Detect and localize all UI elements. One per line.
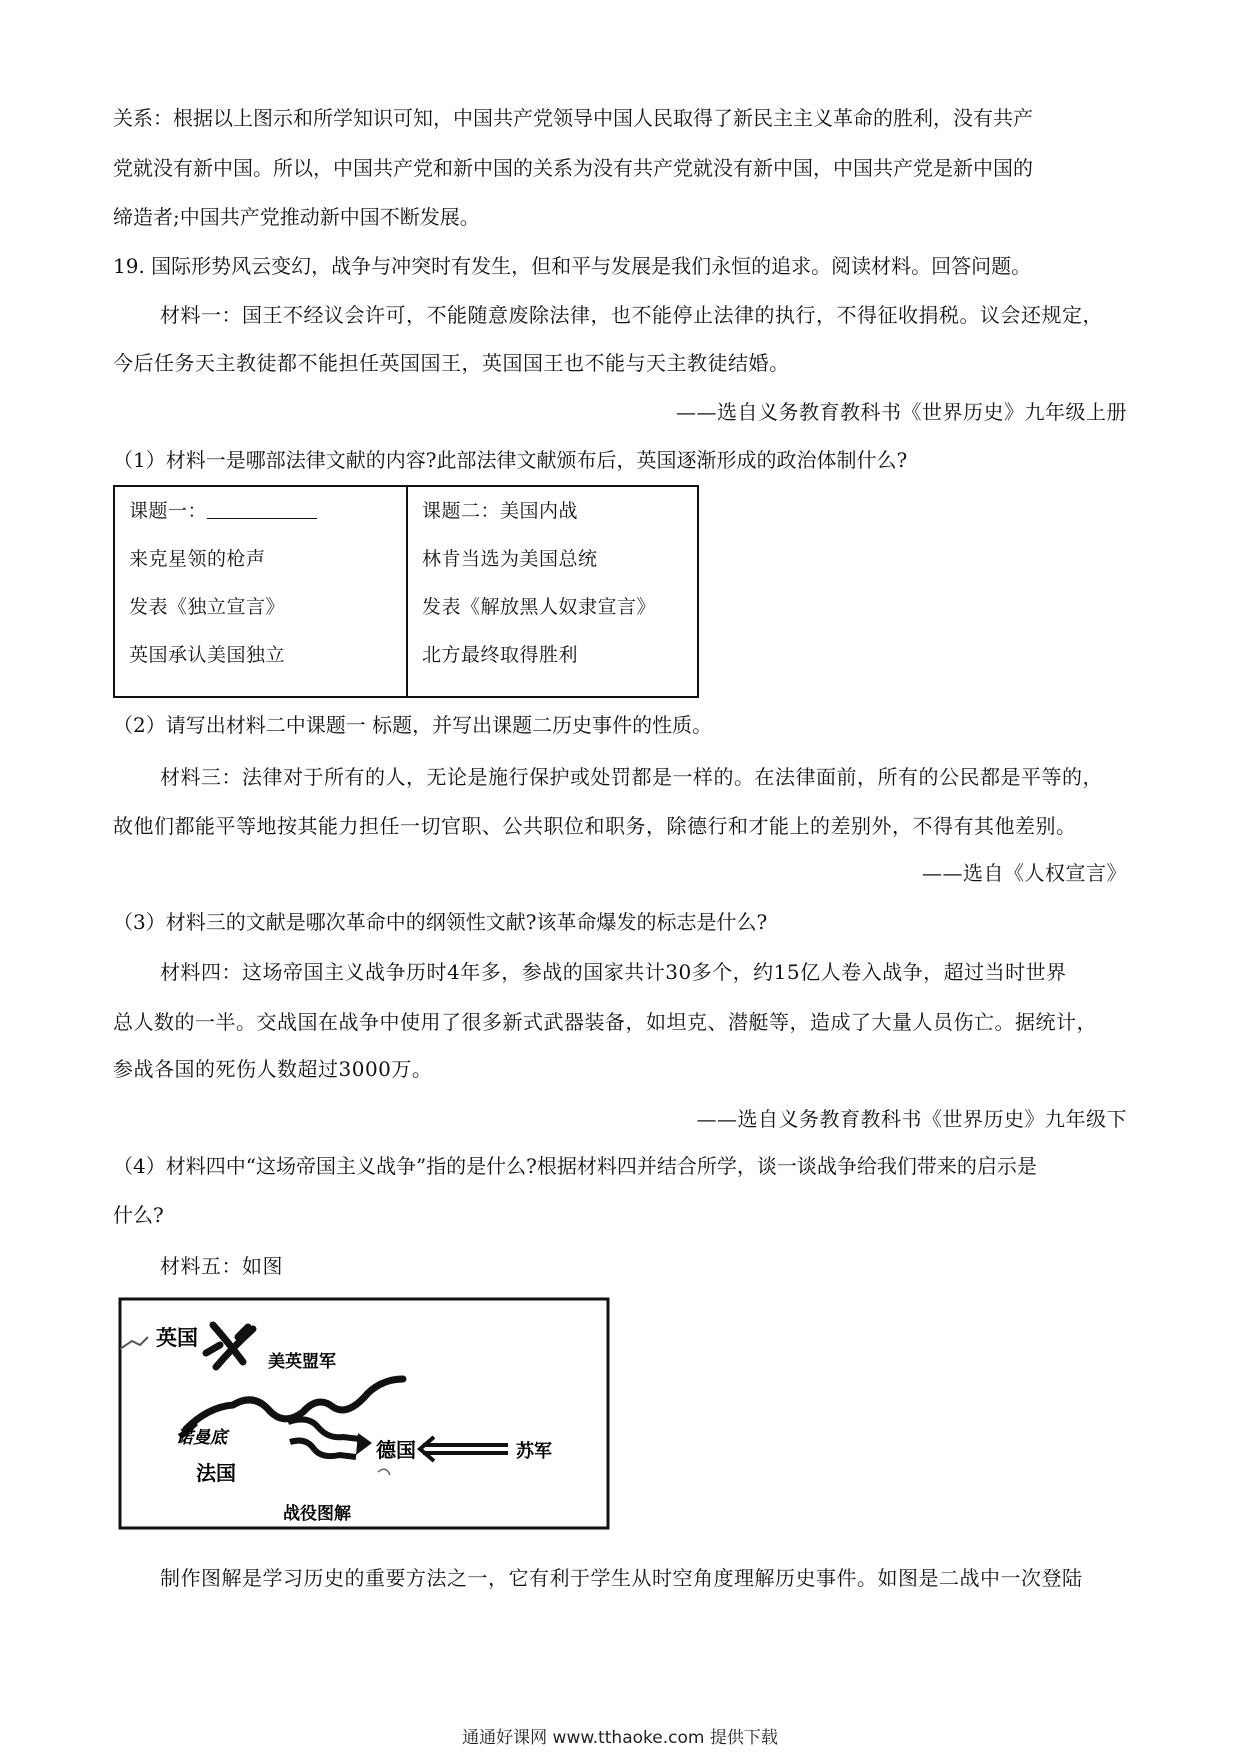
topic-2-item: 发表《解放黑人奴隶宣言》 (422, 596, 657, 618)
question-1: （1）材料一是哪部法律文献的内容?此部法律文献颁布后，英国逐渐形成的政治体制什么? (113, 448, 908, 472)
material-1-line-1: 材料一：国王不经议会许可，不能随意废除法律，也不能停止法律的执行，不得征收捐税。议会还规定， (160, 303, 1103, 327)
allied-army-label: 美英盟军 (268, 1352, 336, 1372)
topic-2-title: 课题二：美国内战 (422, 500, 579, 522)
material-4-line-2: 总人数的一半。交战国在战争中使用了很多新式武器装备，如坦克、潜艇等，造成了大量人员伤亡。据统计， (113, 1010, 1097, 1034)
soviet-arrow-head-icon (420, 1437, 434, 1461)
question-3: （3）材料三的文献是哪次革命中的纲领性文献?该革命爆发的标志是什么? (113, 910, 768, 934)
diagram-caption: 战役图解 (283, 1504, 351, 1524)
material-4-line-1: 材料四：这场帝国主义战争历时4年多，参战的国家共计30多个，约15亿人卷入战争，超过当时世界 (160, 960, 1067, 984)
topic-1-title-text: 课题一： (129, 500, 208, 522)
question-19-intro: 19. 国际形势风云变幻，战争与冲突时有发生，但和平与发展是我们永恒的追求。阅读材料。回答问题。 (113, 254, 1032, 278)
material-1-line-2: 今后任务天主教徒都不能担任英国国王，英国国王也不能与天主教徒结婚。 (113, 351, 790, 375)
relation-line-2: 党就没有新中国。所以，中国共产党和新中国的关系为没有共产党就没有新中国，中国共产党是新中国的 (113, 156, 1033, 180)
last-line: 制作图解是学习历史的重要方法之一，它有利于学生从时空角度理解历史事件。如图是二战中一次登陆 (160, 1566, 1083, 1590)
material-3-line-2: 故他们都能平等地按其能力担任一切官职、公共职位和职务，除德行和才能上的差别外，不得有其他差别。 (113, 814, 1077, 838)
soviet-army-label: 苏军 (516, 1441, 552, 1462)
uk-coast-line (120, 1337, 148, 1349)
advance-arrow-1 (288, 1419, 360, 1439)
material-3-source: ——选自《人权宣言》 (922, 861, 1127, 885)
topic-2-item: 林肯当选为美国总统 (422, 548, 598, 570)
topic-table (113, 485, 699, 698)
arrow-head-icon (356, 1433, 372, 1455)
question-4-line-1: （4）材料四中“这场帝国主义战争”指的是什么?根据材料四并结合所学，谈一谈战争给我们带来的启示是 (113, 1154, 1037, 1178)
uk-label: 英国 (156, 1326, 198, 1350)
topic-1-item: 来克星领的枪声 (129, 548, 266, 570)
soviet-arrow-line (423, 1445, 508, 1453)
topic-2-item: 北方最终取得胜利 (422, 644, 579, 666)
material-1-source: ——选自义务教育教科书《世界历史》九年级上册 (676, 400, 1127, 424)
crossed-swords-icon (206, 1325, 253, 1367)
relation-line-3: 缔造者;中国共产党推动新中国不断发展。 (113, 205, 480, 229)
france-label: 法国 (196, 1461, 236, 1485)
topic-column-2 (406, 487, 697, 696)
topic-1-item: 发表《独立宣言》 (129, 596, 286, 618)
topic-1-item: 英国承认美国独立 (129, 644, 286, 666)
battle-diagram (118, 1297, 610, 1530)
material-4-source: ——选自义务教育教科书《世界历史》九年级下 (696, 1107, 1127, 1131)
material-4-line-3: 参战各国的死伤人数超过3000万。 (113, 1057, 433, 1081)
question-2: （2）请写出材料二中课题一 标题，并写出课题二历史事件的性质。 (113, 713, 713, 737)
germany-label: 德国 (376, 1438, 416, 1462)
material-5-label: 材料五：如图 (160, 1254, 283, 1278)
answer-blank[interactable] (207, 500, 317, 519)
material-3-line-1: 材料三：法律对于所有的人，无论是施行保护或处罚都是一样的。在法律面前，所有的公民都是平等的， (160, 765, 1103, 789)
question-4-line-2: 什么? (113, 1203, 164, 1227)
advance-arrow-2 (290, 1441, 356, 1457)
scribble-mark (378, 1469, 390, 1475)
relation-line-1: 关系：根据以上图示和所学知识可知，中国共产党领导中国人民取得了新民主主义革命的胜利，没有共产 (113, 106, 1033, 130)
topic-column-1 (115, 487, 406, 696)
normandy-label: 诺曼底 (176, 1428, 227, 1448)
page-footer: 通通好课网 www.tthaoke.com 提供下载 (462, 1728, 778, 1748)
topic-1-title (129, 499, 406, 547)
battle-diagram-svg (118, 1297, 610, 1530)
